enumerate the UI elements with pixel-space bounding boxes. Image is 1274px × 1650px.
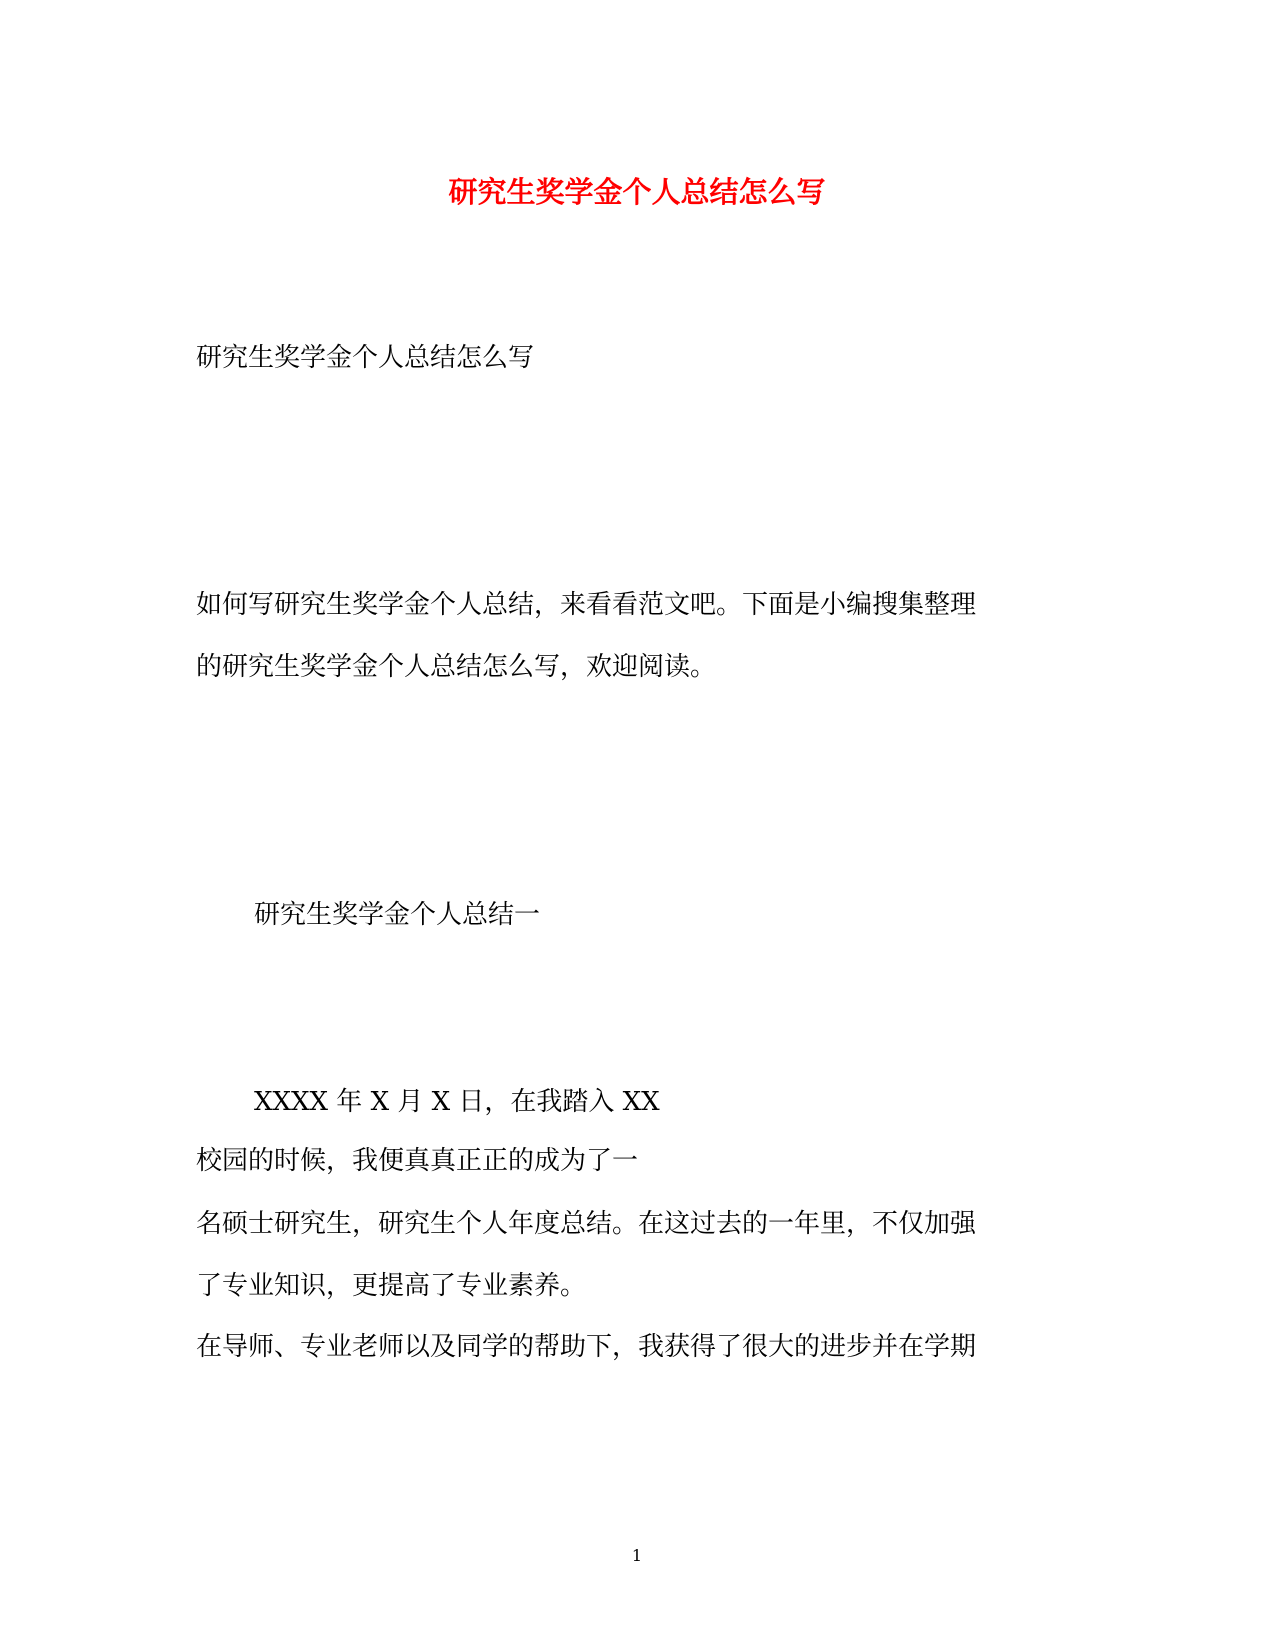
body-line: 校园的时候，我便真真正正的成为了一 xyxy=(196,1146,639,1176)
page-number: 1 xyxy=(631,1546,643,1565)
intro-line: 的研究生奖学金个人总结怎么写，欢迎阅读。 xyxy=(196,652,717,682)
subtitle: 研究生奖学金个人总结怎么写 xyxy=(196,343,535,373)
body-line: 在导师、专业老师以及同学的帮助下，我获得了很大的进步并在学期 xyxy=(196,1332,977,1362)
intro-line: 如何写研究生奖学金个人总结，来看看范文吧。下面是小编搜集整理 xyxy=(196,590,977,620)
body-line: XXXX 年 X 月 X 日，在我踏入 XX xyxy=(254,1087,660,1117)
section-heading: 研究生奖学金个人总结一 xyxy=(254,900,541,930)
body-line: 了专业知识，更提高了专业素养。 xyxy=(196,1271,587,1301)
page-title: 研究生奖学金个人总结怎么写 xyxy=(448,175,826,209)
body-line: 名硕士研究生，研究生个人年度总结。在这过去的一年里，不仅加强 xyxy=(196,1209,977,1239)
